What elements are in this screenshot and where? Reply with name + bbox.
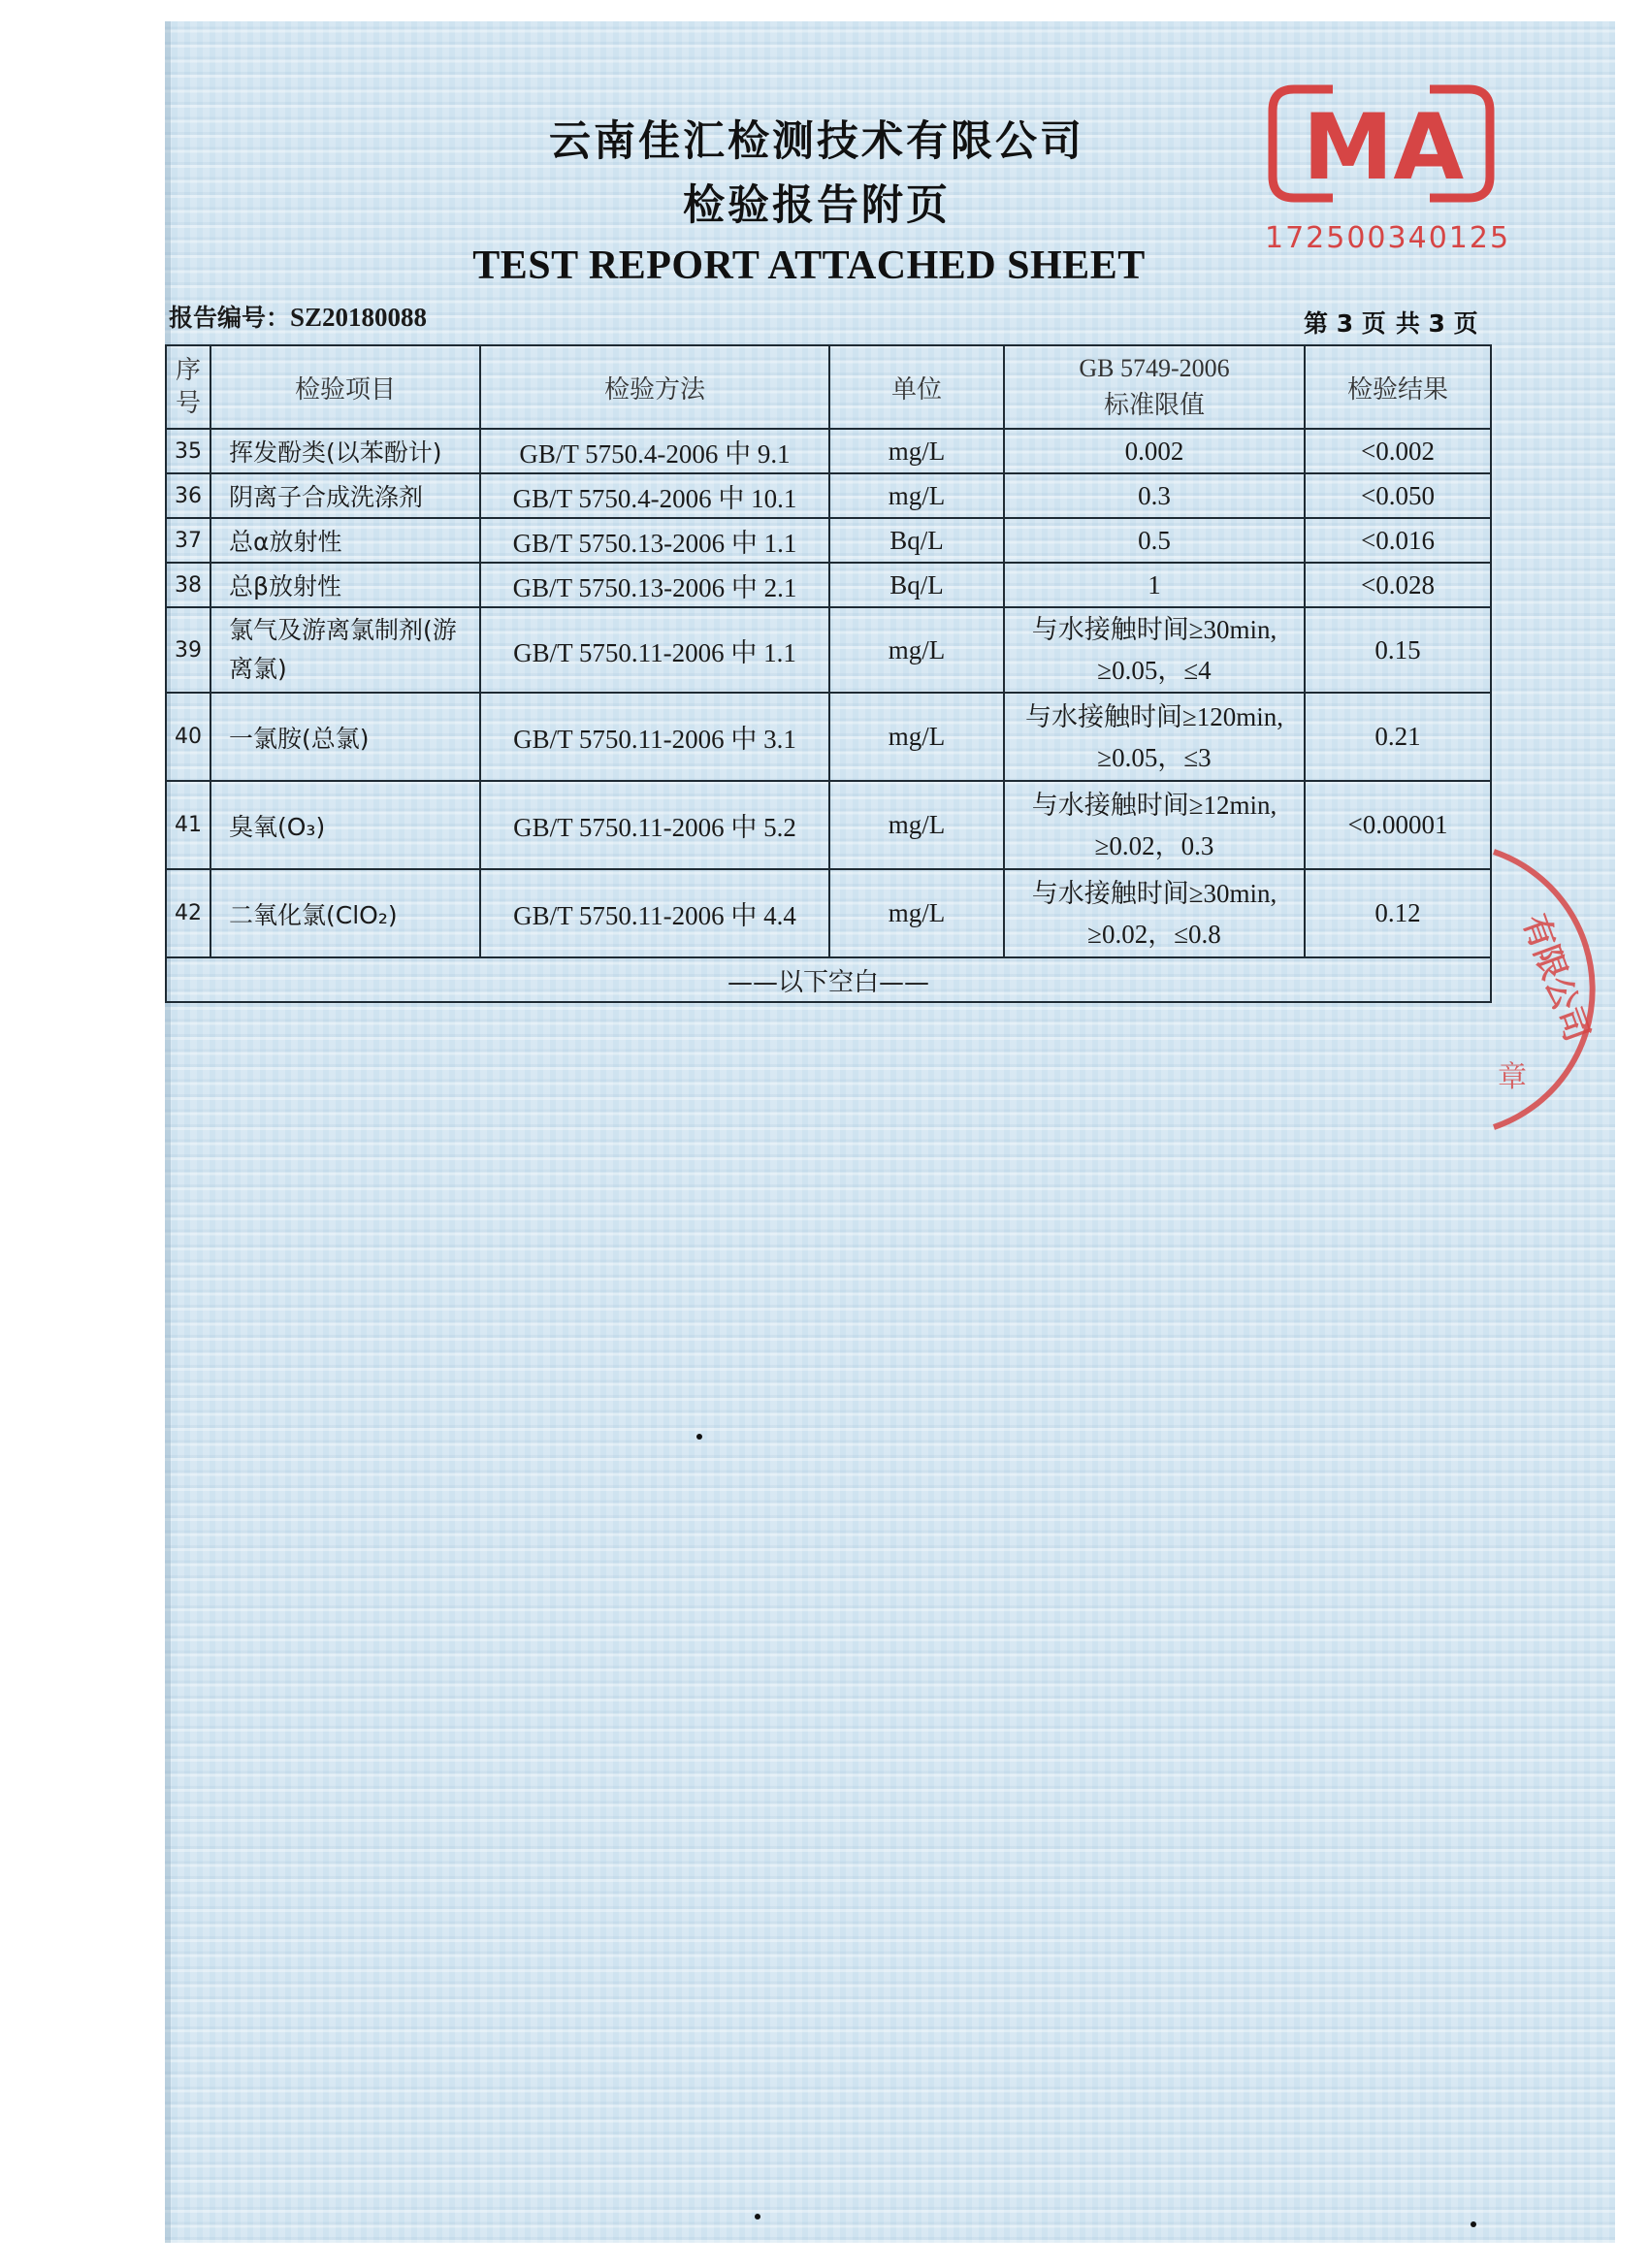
row-result: 0.21: [1305, 693, 1491, 781]
row-limit: [1004, 693, 1305, 781]
row-index: 38: [166, 563, 210, 607]
row-index: 42: [166, 869, 210, 957]
row-result: <0.002: [1305, 429, 1491, 473]
table-footer-row: [166, 957, 1491, 1002]
header-item: 检验项目: [210, 345, 480, 429]
row-item: 总α放射性: [210, 518, 480, 563]
table-row: [166, 563, 1491, 607]
row-unit: mg/L: [829, 781, 1004, 869]
row-unit: mg/L: [829, 429, 1004, 473]
header-result: 检验结果: [1305, 345, 1491, 429]
row-limit-line1: 与水接触时间≥30min,: [1031, 615, 1277, 644]
blank-below-note: ——以下空白——: [166, 957, 1491, 1002]
row-limit: 1: [1004, 563, 1305, 607]
table-row: [166, 781, 1491, 869]
row-unit: mg/L: [829, 473, 1004, 518]
header-index: 序号: [166, 345, 210, 429]
row-limit-line2: ≥0.05，≤4: [1097, 656, 1212, 685]
seal-char: 章: [1498, 1060, 1527, 1094]
row-limit-line1: 与水接触时间≥30min,: [1031, 878, 1277, 908]
row-result: <0.050: [1305, 473, 1491, 518]
row-item: 阴离子合成洗涤剂: [210, 473, 480, 518]
row-limit-line1: 与水接触时间≥12min,: [1031, 790, 1277, 820]
cma-stamp-icon: [1265, 81, 1498, 206]
seal-text: 有限公司: [1514, 909, 1597, 1047]
row-item: 臭氧(O₃): [210, 781, 480, 869]
table-row: [166, 518, 1491, 563]
table-row: [166, 429, 1491, 473]
row-index: 39: [166, 607, 210, 693]
row-item: 氯气及游离氯制剂(游离氯): [210, 607, 480, 693]
company-seal-icon: [1484, 844, 1639, 1135]
row-index: 36: [166, 473, 210, 518]
row-result: <0.028: [1305, 563, 1491, 607]
cma-stamp-text: MA: [1302, 95, 1465, 201]
report-subtitle: 检验报告附页: [683, 181, 951, 230]
page-current: 第 3 页: [1304, 309, 1386, 338]
row-unit: mg/L: [829, 869, 1004, 957]
report-title-en: TEST REPORT ATTACHED SHEET: [472, 243, 1146, 288]
row-limit: [1004, 869, 1305, 957]
company-name: 云南佳汇检测技术有限公司: [549, 117, 1084, 166]
row-limit: 0.002: [1004, 429, 1305, 473]
table-row: [166, 473, 1491, 518]
row-result: <0.016: [1305, 518, 1491, 563]
row-result: <0.00001: [1305, 781, 1491, 869]
table-row: [166, 607, 1491, 693]
scan-speck: [696, 1434, 702, 1440]
row-index: 35: [166, 429, 210, 473]
report-number: [169, 299, 427, 334]
row-method: GB/T 5750.4-2006 中 9.1: [480, 429, 829, 473]
row-limit: [1004, 607, 1305, 693]
page-total: 共 3 页: [1395, 309, 1478, 338]
row-item: 一氯胺(总氯): [210, 693, 480, 781]
row-limit-line1: 与水接触时间≥120min,: [1024, 701, 1284, 731]
scan-speck: [755, 2214, 760, 2219]
header-unit: 单位: [829, 345, 1004, 429]
cma-number: 172500340125: [1265, 221, 1511, 255]
row-item: 挥发酚类(以苯酚计): [210, 429, 480, 473]
row-unit: mg/L: [829, 607, 1004, 693]
row-item: 总β放射性: [210, 563, 480, 607]
report-number-label: 报告编号：: [169, 304, 291, 332]
row-method: GB/T 5750.11-2006 中 5.2: [480, 781, 829, 869]
row-limit-line2: ≥0.05，≤3: [1097, 742, 1212, 772]
table-row: [166, 869, 1491, 957]
results-table: [165, 344, 1492, 1003]
row-index: 37: [166, 518, 210, 563]
row-limit: 0.3: [1004, 473, 1305, 518]
row-limit-line2: ≥0.02，0.3: [1094, 830, 1214, 860]
row-unit: Bq/L: [829, 563, 1004, 607]
header-limit: [1004, 345, 1305, 429]
scan-speck: [1471, 2221, 1476, 2227]
page-indicator: [1304, 305, 1488, 340]
row-method: GB/T 5750.13-2006 中 1.1: [480, 518, 829, 563]
row-method: GB/T 5750.11-2006 中 4.4: [480, 869, 829, 957]
row-unit: Bq/L: [829, 518, 1004, 563]
row-item: 二氧化氯(ClO₂): [210, 869, 480, 957]
row-method: GB/T 5750.13-2006 中 2.1: [480, 563, 829, 607]
row-limit: [1004, 781, 1305, 869]
row-method: GB/T 5750.11-2006 中 1.1: [480, 607, 829, 693]
row-index: 40: [166, 693, 210, 781]
row-result: 0.15: [1305, 607, 1491, 693]
header-limit-line1: GB 5749-2006: [1079, 354, 1230, 382]
table-header-row: [166, 345, 1491, 429]
row-method: GB/T 5750.4-2006 中 10.1: [480, 473, 829, 518]
row-limit: 0.5: [1004, 518, 1305, 563]
header-method: 检验方法: [480, 345, 829, 429]
row-unit: mg/L: [829, 693, 1004, 781]
table-row: [166, 693, 1491, 781]
row-result: 0.12: [1305, 869, 1491, 957]
row-method: GB/T 5750.11-2006 中 3.1: [480, 693, 829, 781]
header-limit-line2: 标准限值: [1103, 391, 1205, 420]
report-number-value: SZ20180088: [290, 303, 428, 332]
row-index: 41: [166, 781, 210, 869]
row-limit-line2: ≥0.02，≤0.8: [1087, 919, 1221, 949]
